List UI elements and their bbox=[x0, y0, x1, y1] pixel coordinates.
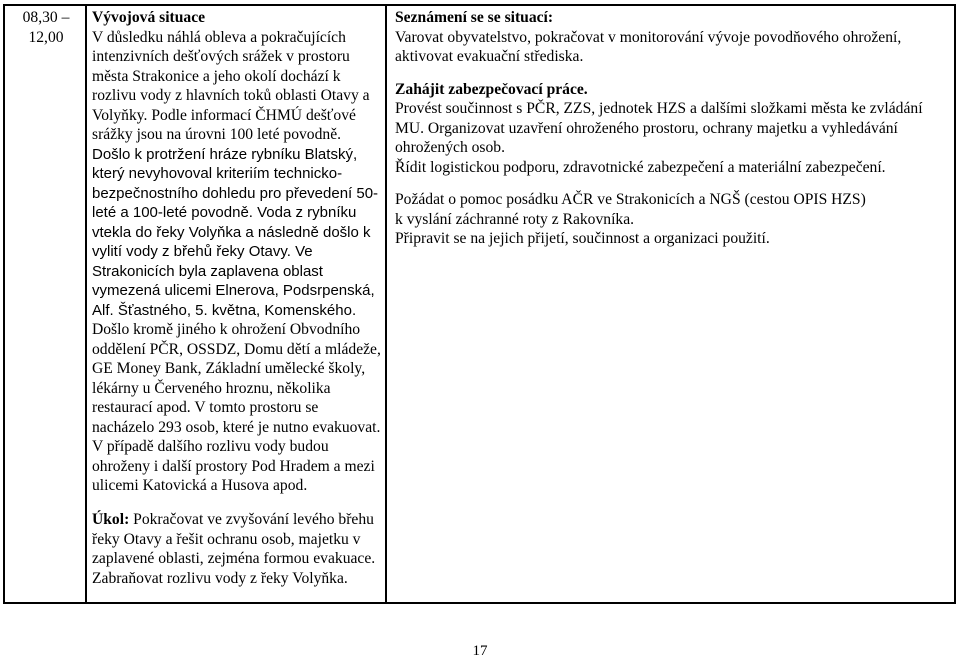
situation-heading: Vývojová situace bbox=[92, 9, 206, 26]
task-label: Úkol: bbox=[92, 511, 130, 528]
situation-text bbox=[92, 28, 382, 496]
time-end: 12,00 bbox=[28, 28, 64, 46]
task-body: Pokračovat ve zvyšování levého břehu řeky Otavy a řešit ochranu osob, majetku v zaplavené oblasti, zejména formou evakuace. Zabraňovat rozlivu vody z řeky Volyňka. bbox=[92, 511, 376, 587]
actions-paragraph-3c: Připravit se na jejich přijetí, součinnost a organizaci použití. bbox=[395, 230, 770, 247]
page-number: 17 bbox=[472, 643, 488, 659]
situation-text-part-3: Došlo kromě jiného k ohrožení Obvodního oddělení PČR, OSSDZ, Domu dětí a mládeže, GE Money Bank, Základní umělecké školy, lékárny u Červeného hroznu, několika restaurací apod. V tomto prostoru se nacházelo 293 osob, které je nutno evakuovat. V případě dalšího rozlivu vody budou ohroženy i další prostory Pod Hradem a mezi ulicemi Katovická a Husova apod. bbox=[92, 321, 381, 494]
actions-paragraph-2a: Provést součinnost s PČR, ZZS, jednotek HZS a dalšími složkami města ke zvládání MU. Organizovat uzavření ohroženého prostoru, ochrany majetku a vyhledávání ohrožených osob. bbox=[395, 100, 923, 156]
time-start: 08,30 – bbox=[22, 9, 70, 26]
situation-cell bbox=[92, 8, 382, 496]
column-divider bbox=[385, 6, 387, 602]
document-table bbox=[3, 4, 956, 604]
situation-text-part-1: V důsledku náhlá obleva a pokračujících intenzivních dešťových srážek v prostoru města Strakonice a jeho okolí dochází k rozlivu vody z hlavních toků oblasti Otavy a Volyňky. Podle informací ČHMÚ dešťové srážky jsou na úrovni 100 leté povodně. bbox=[92, 28, 370, 143]
actions-heading-1: Seznámení se se situací: bbox=[395, 9, 554, 26]
actions-paragraph-3a: Požádat o pomoc posádku AČR ve Strakonicích a NGŠ (cestou OPIS HZS) bbox=[395, 191, 866, 208]
actions-paragraph-1: Varovat obyvatelstvo, pokračovat v monitorování vývoje povodňového ohrožení, aktivovat evakuační střediska. bbox=[395, 28, 902, 65]
column-divider bbox=[85, 6, 87, 602]
actions-paragraph-3b: k vyslání záchranné roty z Rakovníka. bbox=[395, 210, 635, 228]
task-text bbox=[92, 510, 382, 588]
actions-paragraph-2b: Řídit logistickou podporu, zdravotnické zabezpečení a materiální zabezpečení. bbox=[395, 158, 886, 176]
actions-cell bbox=[395, 8, 953, 249]
task-block bbox=[92, 510, 382, 588]
time-cell bbox=[9, 8, 83, 47]
actions-heading-2: Zahájit zabezpečovací práce. bbox=[395, 80, 588, 98]
situation-text-part-2: Došlo k protržení hráze rybníku Blatský, který nevyhovoval kriteriím technicko-bezpečnostního dohledu pro převedení 50-leté a 100-leté povodně. Voda z rybníku vtekla do řeky Volyňka a následně došlo k vylití vody z břehů řeky Otavy. Ve Strakonicích byla zaplavena oblast vymezená ulicemi Elnerova, Podsrpenská, Alf. Šťastného, 5. května, Komenského. bbox=[92, 145, 379, 319]
